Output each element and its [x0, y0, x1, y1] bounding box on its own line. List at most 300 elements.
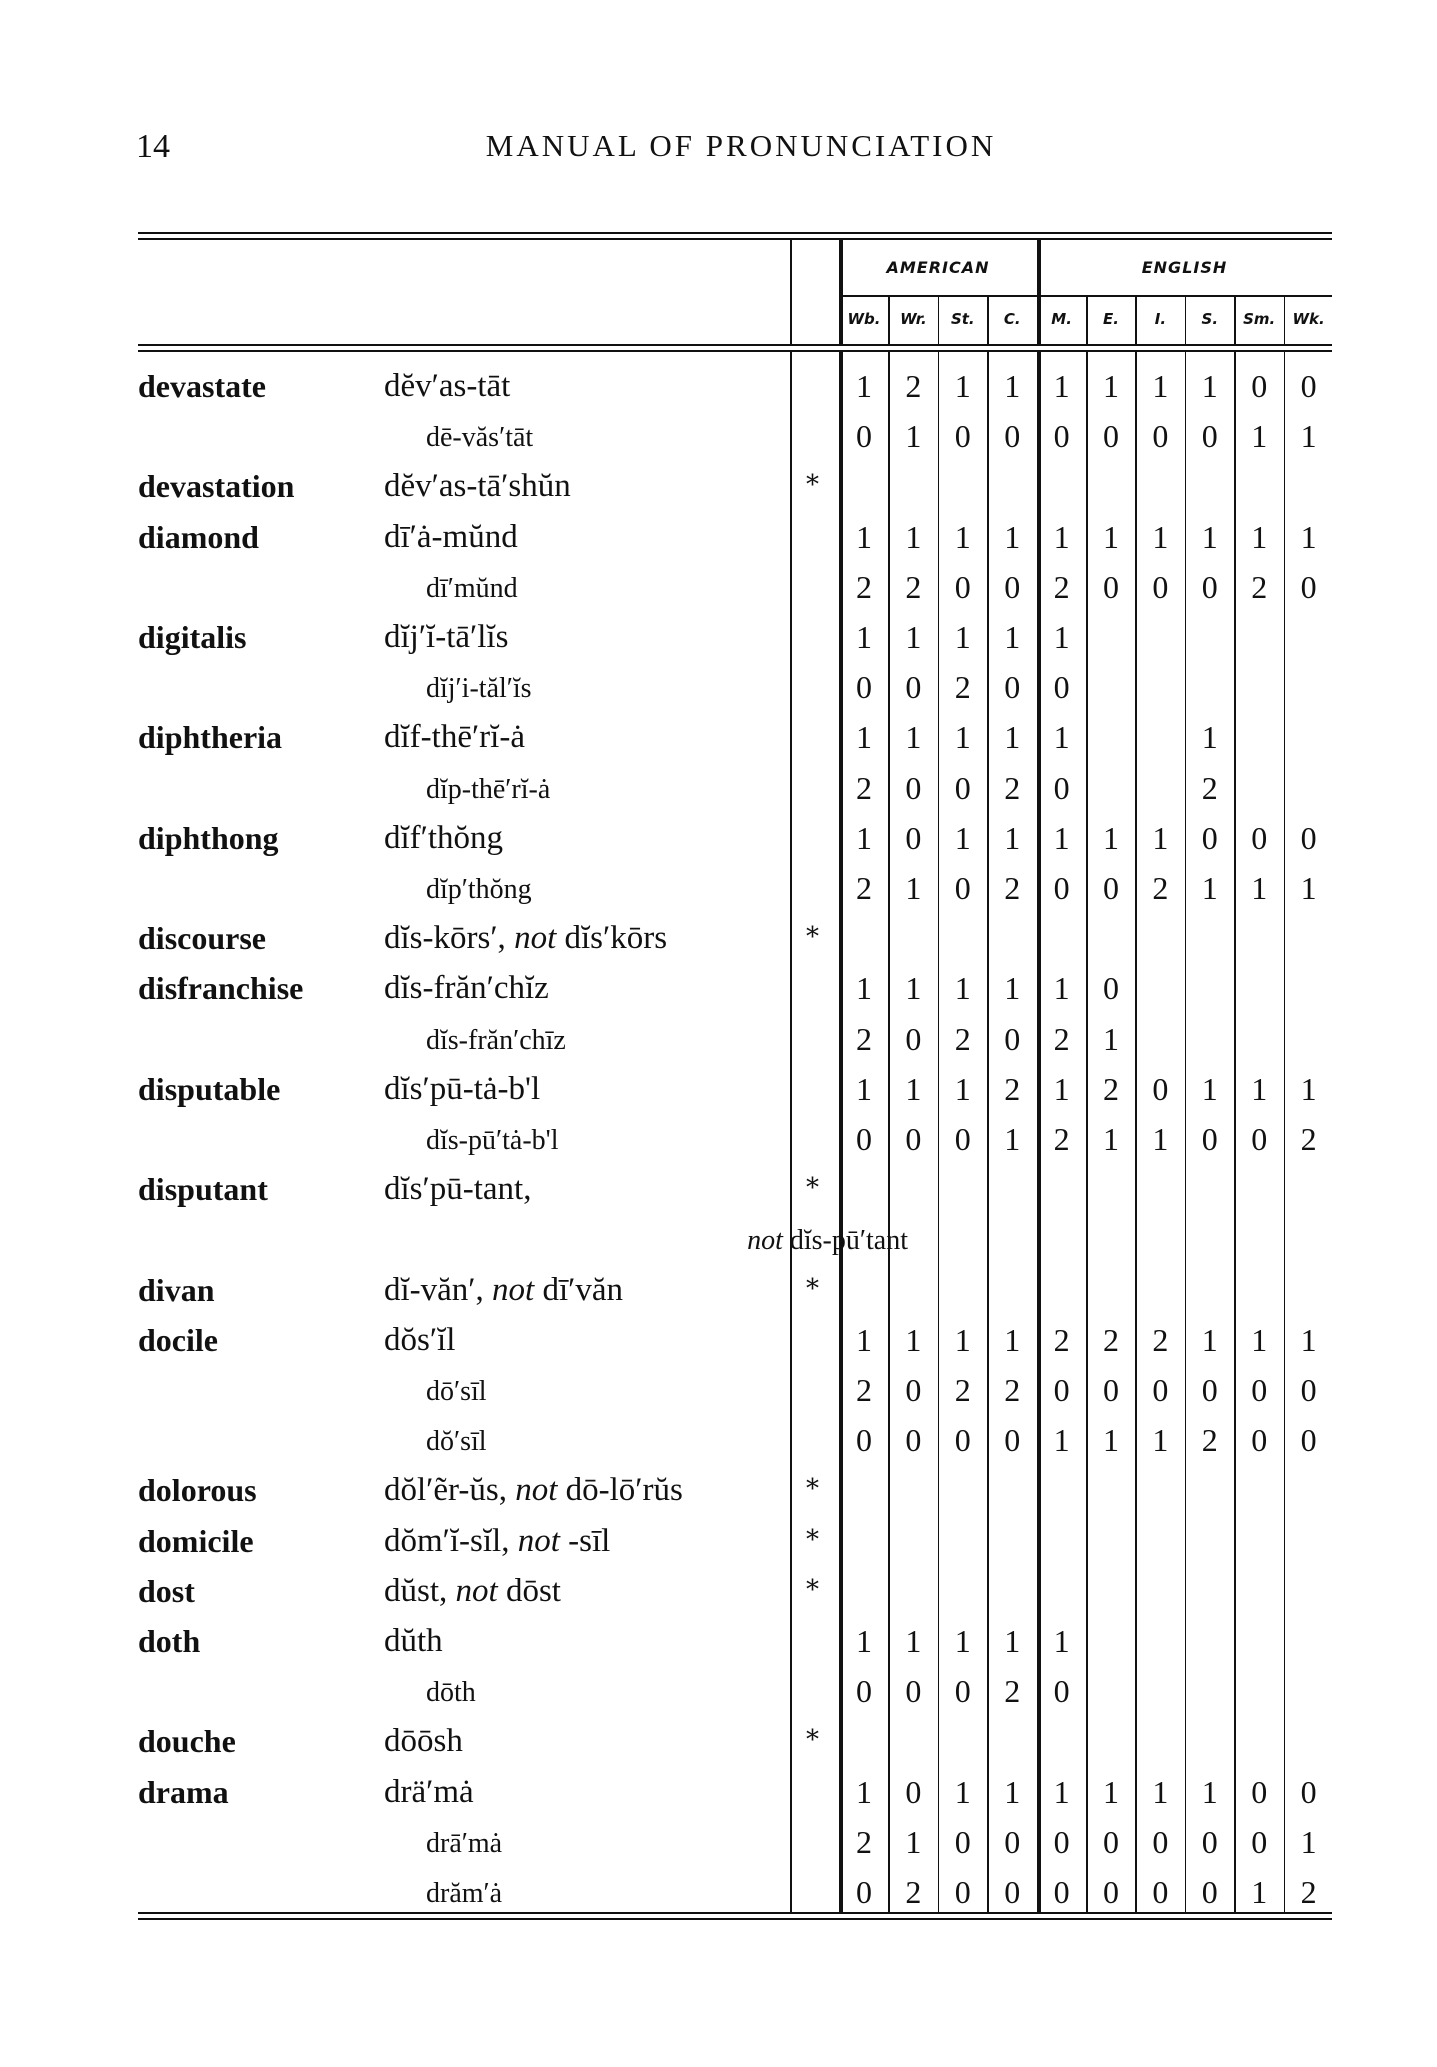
pronunciation	[426, 774, 550, 806]
table-row	[138, 663, 1332, 713]
pronunciation-text: dōth	[426, 1677, 476, 1709]
authority-value: 1	[905, 1321, 922, 1358]
authority-value: 0	[1004, 1020, 1021, 1057]
pronunciation	[426, 1878, 502, 1910]
authority-value: 0	[1152, 1372, 1169, 1408]
authority-value: 0	[1300, 1372, 1317, 1408]
page-number: 14	[136, 128, 170, 165]
authority-value: 1	[856, 619, 872, 655]
group-english: ENGLISH	[1141, 258, 1228, 277]
headword: doth	[138, 1623, 201, 1659]
headword: disputable	[138, 1070, 281, 1107]
authority-value: 1	[856, 518, 872, 555]
authority-value: 1	[1053, 1070, 1070, 1107]
authority-value: 0	[1103, 970, 1119, 1007]
table-row	[138, 1768, 1332, 1818]
authority-value: 2	[1004, 1673, 1021, 1710]
column-header: I.	[1154, 310, 1167, 328]
alternate-pronunciation: dō-lō′rŭs	[565, 1472, 683, 1509]
column-header: Wr.	[900, 310, 927, 328]
table-row	[138, 1717, 1332, 1767]
authority-value: 1	[1053, 1422, 1070, 1459]
column-header: Wb.	[847, 310, 881, 328]
authority-value: 2	[1201, 769, 1218, 806]
authority-value: 2	[1251, 568, 1268, 605]
authority-value: 1	[954, 518, 971, 555]
asterisk-mark: *	[806, 1474, 819, 1505]
pronunciation	[384, 1723, 463, 1760]
table-row	[138, 513, 1332, 563]
asterisk-mark: *	[806, 470, 819, 501]
headword: digitalis	[138, 619, 247, 655]
authority-value: 1	[905, 719, 922, 756]
authority-value: 0	[856, 1874, 872, 1910]
authority-value: 2	[1053, 1321, 1070, 1358]
pronunciation	[426, 1828, 502, 1860]
authority-value: 1	[905, 518, 922, 555]
authority-value: 1	[905, 870, 922, 906]
authority-value: 0	[1004, 669, 1021, 706]
table-row	[138, 1366, 1332, 1416]
pronunciation-text: dŏ′sīl	[426, 1426, 487, 1458]
authority-value: 0	[905, 1422, 922, 1459]
authority-value: 1	[856, 819, 872, 856]
authority-value: 0	[905, 1673, 922, 1710]
authority-value: 0	[905, 1020, 922, 1057]
pronunciation-text: dĭj′i-tăl′ĭs	[426, 673, 532, 705]
authority-value: 1	[905, 970, 922, 1007]
authority-value: 2	[954, 669, 971, 706]
authority-value: 0	[1053, 418, 1070, 455]
authority-value: 0	[1300, 368, 1317, 404]
authority-value: 1	[1053, 1773, 1070, 1810]
authority-value: 1	[1103, 1121, 1119, 1157]
pronunciation-text: dōōsh	[384, 1723, 463, 1760]
authority-value: 2	[905, 568, 922, 605]
authority-value: 1	[1152, 368, 1169, 404]
authority-value: 0	[1152, 1874, 1169, 1910]
authority-value: 0	[1152, 568, 1169, 605]
authority-value: 1	[905, 418, 922, 455]
pronunciation	[426, 1426, 487, 1458]
authority-value: 0	[954, 418, 971, 455]
authority-value: 1	[1103, 368, 1119, 404]
authority-value: 0	[1053, 1874, 1070, 1910]
headword: drama	[138, 1773, 229, 1810]
authority-value: 1	[905, 1623, 922, 1659]
column-rule	[1284, 295, 1286, 344]
table-row	[138, 1416, 1332, 1466]
asterisk-mark: *	[806, 1574, 819, 1605]
authority-value: 0	[1251, 1773, 1268, 1810]
authority-value: 1	[1152, 518, 1169, 555]
authority-value: 1	[1201, 719, 1218, 756]
authority-value: 0	[1251, 1422, 1268, 1459]
authority-value: 0	[1300, 1422, 1317, 1459]
authority-value: 1	[1201, 870, 1218, 906]
authority-value: 0	[905, 819, 922, 856]
authority-value: 0	[856, 1121, 872, 1157]
group-american: AMERICAN	[886, 258, 990, 277]
authority-value: 2	[1300, 1874, 1317, 1910]
authority-value: 0	[856, 1422, 872, 1459]
asterisk-mark: *	[806, 1273, 819, 1304]
pronunciation	[384, 719, 525, 756]
authority-value: 0	[1103, 1372, 1119, 1408]
authority-value: 0	[1251, 819, 1268, 856]
authority-value: 1	[1004, 719, 1021, 756]
column-rule	[888, 295, 890, 344]
authority-value: 0	[1004, 1422, 1021, 1459]
alternate-pronunciation: dĭs-pū′tant	[789, 1225, 908, 1257]
pronunciation-text: dĭs′pū-tȧ-b'l	[384, 1070, 541, 1107]
authority-value: 2	[1201, 1422, 1218, 1459]
table-row	[138, 1466, 1332, 1516]
authority-value: 1	[1251, 1874, 1268, 1910]
authority-value: 1	[1103, 819, 1119, 856]
authority-value: 1	[1103, 518, 1119, 555]
authority-value: 2	[1004, 1372, 1021, 1408]
column-rule	[790, 240, 792, 344]
table-top-rule	[138, 232, 1332, 240]
authority-value: 1	[1201, 368, 1218, 404]
pronunciation	[384, 1523, 610, 1560]
authority-value: 2	[1004, 769, 1021, 806]
authority-value: 1	[1004, 368, 1021, 404]
not-label: not	[517, 1522, 560, 1559]
authority-value: 0	[954, 1823, 971, 1860]
column-rule	[839, 240, 843, 344]
authority-value: 0	[1152, 1070, 1169, 1107]
pronunciation-text: dŏl′ẽr-ŭs,	[384, 1472, 507, 1509]
table-row	[138, 964, 1332, 1014]
authority-value: 1	[856, 1321, 872, 1358]
authority-value: 1	[905, 1070, 922, 1107]
authority-value: 0	[1152, 418, 1169, 455]
table-row	[138, 764, 1332, 814]
table-row	[138, 1215, 1332, 1265]
authority-value: 2	[1053, 568, 1070, 605]
authority-value: 1	[1004, 1623, 1021, 1659]
authority-value: 1	[1004, 1321, 1021, 1358]
authority-value: 1	[1201, 518, 1218, 555]
table-row	[138, 412, 1332, 462]
authority-value: 1	[1004, 518, 1021, 555]
column-header: C.	[1003, 310, 1021, 328]
authority-value: 1	[1251, 518, 1268, 555]
authority-value: 1	[1300, 1823, 1317, 1860]
authority-value: 1	[954, 819, 971, 856]
column-rule	[1037, 240, 1041, 344]
pronunciation	[384, 468, 571, 505]
not-label: not	[515, 1472, 558, 1509]
pronunciation-text: dĭj′ĭ-tā′lĭs	[384, 619, 509, 655]
authority-value: 1	[1300, 1321, 1317, 1358]
pronunciation-text: dĭp-thē′rĭ-ȧ	[426, 773, 551, 805]
pronunciation	[384, 519, 518, 556]
table-row	[138, 1667, 1332, 1717]
authority-value: 0	[1300, 568, 1317, 605]
table-row	[138, 1165, 1332, 1215]
authority-value: 0	[954, 769, 971, 806]
authority-value: 1	[954, 368, 971, 404]
pronunciation-text: dĭ-văn′,	[384, 1271, 484, 1308]
authority-value: 1	[856, 368, 872, 404]
authority-value: 0	[1103, 568, 1119, 605]
authority-value: 1	[954, 619, 971, 655]
authority-value: 0	[954, 1121, 971, 1157]
pronunciation	[747, 1225, 908, 1257]
pronunciation-text: drā′mȧ	[426, 1827, 503, 1859]
authority-value: 2	[954, 1372, 971, 1408]
column-rule	[987, 295, 989, 344]
authority-value: 1	[1152, 1773, 1169, 1810]
headword: dolorous	[138, 1472, 257, 1509]
authority-value: 0	[1201, 568, 1218, 605]
authority-value: 1	[1053, 1623, 1070, 1659]
authority-value: 0	[1004, 1823, 1021, 1860]
authority-value: 2	[1004, 870, 1021, 906]
pronunciation	[426, 1025, 566, 1057]
pronunciation-text: dī′mŭnd	[426, 572, 518, 604]
pronunciation	[384, 1573, 561, 1610]
authority-value: 1	[1103, 1422, 1119, 1459]
table-row	[138, 1065, 1332, 1115]
authority-value: 1	[1300, 870, 1317, 906]
authority-value: 1	[954, 1623, 971, 1659]
authority-value: 0	[905, 769, 922, 806]
pronunciation-text: dŏs′ĭl	[384, 1321, 456, 1358]
pronunciation	[426, 1125, 558, 1157]
authority-value: 2	[1004, 1070, 1021, 1107]
pronunciation-text: dĭs-frăn′chīz	[426, 1024, 566, 1056]
authority-value: 1	[1251, 418, 1268, 455]
authority-value: 2	[905, 1874, 922, 1910]
authority-value: 0	[1300, 1773, 1317, 1810]
table-row	[138, 563, 1332, 613]
pronunciation-text: dĭs-pū′tȧ-b'l	[426, 1125, 559, 1156]
authority-value: 2	[856, 1823, 872, 1860]
authority-value: 2	[856, 769, 872, 806]
pronunciation-text: dŭth	[384, 1623, 443, 1659]
authority-value: 1	[1201, 1070, 1218, 1107]
table-header	[138, 240, 1332, 344]
alternate-pronunciation: dōst	[505, 1572, 561, 1609]
headword: domicile	[138, 1522, 254, 1559]
pronunciation-text: dē-văs′tāt	[426, 422, 534, 454]
authority-value: 0	[856, 1673, 872, 1710]
authority-value: 0	[1053, 1823, 1070, 1860]
pronunciation	[384, 1623, 443, 1660]
header-bottom-rule	[138, 344, 1332, 352]
authority-value: 0	[1251, 1823, 1268, 1860]
authority-value: 2	[856, 870, 872, 906]
pronunciation	[426, 1677, 476, 1709]
authority-value: 1	[1201, 1321, 1218, 1358]
pronunciation-table	[138, 232, 1332, 1920]
authority-value: 2	[1103, 1321, 1119, 1358]
authority-value: 1	[954, 1321, 971, 1358]
authority-value: 1	[1004, 619, 1021, 655]
authority-value: 0	[954, 1874, 971, 1910]
authority-value: 1	[856, 1773, 872, 1810]
authority-value: 0	[954, 1673, 971, 1710]
authority-value: 0	[1053, 1372, 1070, 1408]
column-header: Wk.	[1292, 310, 1325, 328]
alternate-pronunciation: -sīl	[568, 1522, 611, 1559]
authority-value: 0	[1201, 418, 1218, 455]
authority-value: 1	[856, 970, 872, 1007]
table-row	[138, 864, 1332, 914]
authority-value: 1	[1300, 418, 1317, 455]
authority-value: 1	[1300, 1070, 1317, 1107]
pronunciation	[384, 820, 503, 857]
authority-value: 0	[1103, 870, 1119, 906]
pronunciation	[384, 1171, 531, 1208]
headword: diphthong	[138, 819, 279, 856]
authority-value: 0	[1053, 1673, 1070, 1710]
authority-value: 1	[1004, 819, 1021, 856]
pronunciation-text: dō′sīl	[426, 1376, 487, 1407]
not-label: not	[514, 920, 557, 957]
table-row	[138, 1517, 1332, 1567]
authority-value: 0	[1251, 1372, 1268, 1408]
authority-value: 0	[856, 418, 872, 455]
headword: disfranchise	[138, 970, 304, 1007]
asterisk-mark: *	[806, 922, 819, 953]
authority-value: 1	[905, 1823, 922, 1860]
authority-value: 0	[1103, 1823, 1119, 1860]
authority-value: 0	[1300, 819, 1317, 856]
authority-value: 1	[954, 1070, 971, 1107]
authority-value: 1	[1053, 368, 1070, 404]
pronunciation	[426, 874, 532, 906]
asterisk-mark: *	[806, 1524, 819, 1555]
table-row	[138, 613, 1332, 663]
pronunciation-text: dĕv′as-tā′shŭn	[384, 468, 571, 505]
table-row	[138, 914, 1332, 964]
headword: divan	[138, 1271, 215, 1308]
pronunciation	[384, 1472, 683, 1509]
authority-value: 1	[1152, 819, 1169, 856]
table-row	[138, 462, 1332, 512]
pronunciation	[426, 422, 533, 454]
authority-value: 1	[954, 1773, 971, 1810]
asterisk-mark: *	[806, 1173, 819, 1204]
page-title: MANUAL OF PRONUNCIATION	[485, 128, 997, 163]
authority-value: 1	[1300, 518, 1317, 555]
column-header: E.	[1103, 310, 1119, 328]
headword: discourse	[138, 920, 266, 957]
authority-value: 1	[1201, 1773, 1218, 1810]
authority-value: 2	[1152, 870, 1169, 906]
column-rule	[1234, 295, 1236, 344]
authority-value: 0	[1201, 1372, 1218, 1408]
authority-value: 0	[1004, 1874, 1021, 1910]
authority-value: 1	[1152, 1121, 1169, 1157]
headword: diphtheria	[138, 719, 283, 756]
pronunciation	[384, 368, 510, 405]
column-rule	[938, 295, 940, 344]
authority-value: 0	[1152, 1823, 1169, 1860]
authority-value: 0	[1103, 1874, 1119, 1910]
authority-value: 1	[1053, 819, 1070, 856]
pronunciation-text: dĭs-kōrs′,	[384, 920, 506, 957]
authority-value: 1	[1251, 1321, 1268, 1358]
table-row	[138, 362, 1332, 412]
authority-value: 1	[1053, 719, 1070, 756]
pronunciation	[384, 970, 549, 1007]
pronunciation	[384, 1774, 474, 1811]
headword: douche	[138, 1723, 236, 1760]
column-header: S.	[1201, 310, 1219, 328]
authority-value: 0	[954, 870, 971, 906]
pronunciation-text: dĭs′pū-tant,	[384, 1171, 532, 1208]
authority-value: 2	[856, 1372, 872, 1408]
pronunciation-text: dĭp′thŏng	[426, 874, 532, 905]
authority-value: 0	[1004, 418, 1021, 455]
asterisk-mark: *	[806, 1725, 819, 1756]
table-row	[138, 1567, 1332, 1617]
pronunciation-text: dŏm′ĭ-sĭl,	[384, 1522, 510, 1559]
authority-value: 2	[1053, 1020, 1070, 1057]
pronunciation	[426, 573, 518, 605]
authority-value: 1	[856, 1623, 872, 1659]
headword: dost	[138, 1572, 195, 1609]
headword: disputant	[138, 1171, 268, 1208]
pronunciation	[384, 1272, 623, 1309]
authority-value: 1	[1053, 518, 1070, 555]
authority-value: 1	[1004, 970, 1021, 1007]
authority-value: 0	[1201, 1121, 1218, 1157]
column-rule	[1135, 295, 1137, 344]
pronunciation-text: dŭst,	[384, 1572, 448, 1609]
pronunciation-text: dĭs-frăn′chĭz	[384, 970, 549, 1007]
authority-value: 1	[1004, 1773, 1021, 1810]
pronunciation-text: dĕv′as-tāt	[384, 368, 511, 404]
authority-value: 1	[954, 970, 971, 1007]
authority-value: 0	[954, 568, 971, 605]
not-label: not	[492, 1271, 535, 1308]
authority-value: 0	[1201, 1874, 1218, 1910]
not-label: not	[455, 1572, 498, 1609]
column-rule	[1185, 295, 1187, 344]
table-row	[138, 1868, 1332, 1918]
authority-value: 0	[1053, 669, 1070, 706]
headword: diamond	[138, 518, 259, 555]
not-label: not	[747, 1225, 783, 1257]
alternate-pronunciation: dī′văn	[542, 1271, 623, 1308]
authority-value: 1	[856, 719, 872, 756]
table-row	[138, 1015, 1332, 1065]
column-rule	[1086, 295, 1088, 344]
authority-value: 0	[1251, 368, 1268, 404]
authority-value: 0	[1103, 418, 1119, 455]
pronunciation-text: dĭf-thē′rĭ-ȧ	[384, 719, 525, 756]
authority-value: 0	[905, 1372, 922, 1408]
pronunciation-text: dī′ȧ-mŭnd	[384, 518, 518, 555]
authority-value: 2	[905, 368, 922, 404]
pronunciation	[384, 619, 508, 656]
authority-value: 1	[856, 1070, 872, 1107]
table-body	[138, 352, 1332, 1912]
table-row	[138, 1316, 1332, 1366]
authority-value: 1	[1053, 619, 1070, 655]
authority-value: 1	[1251, 1070, 1268, 1107]
headword: devastate	[138, 368, 266, 404]
authority-value: 0	[1053, 769, 1070, 806]
authority-value: 1	[1103, 1773, 1119, 1810]
